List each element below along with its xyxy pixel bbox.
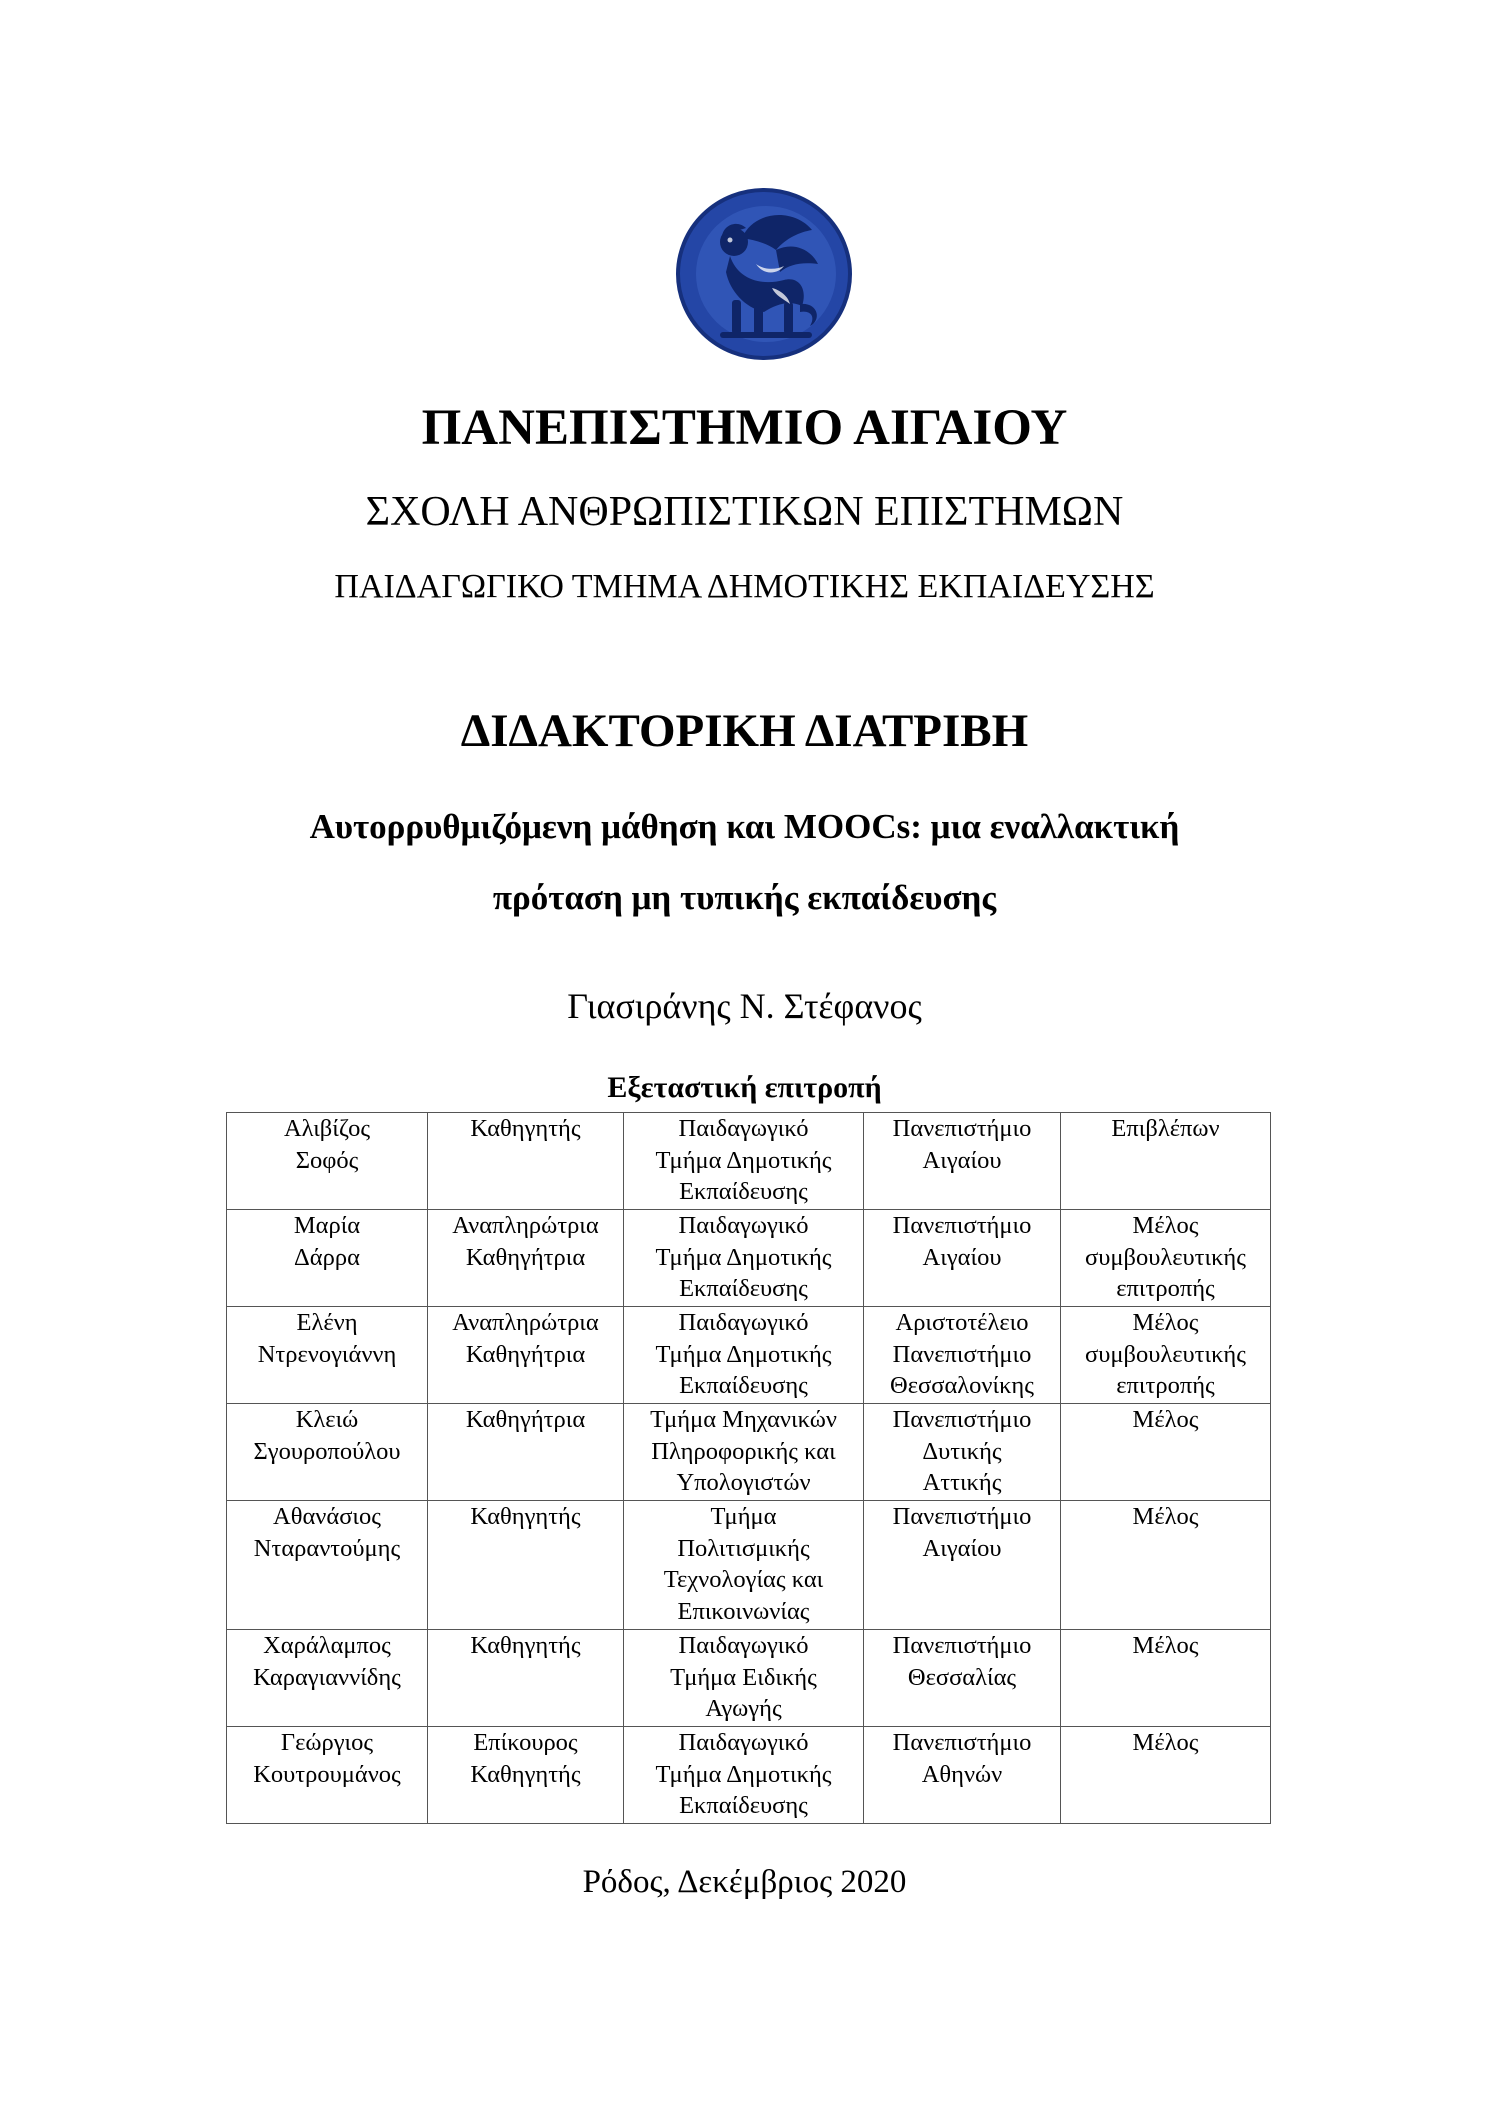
- member-role: Μέλος: [1061, 1404, 1271, 1501]
- member-role: Επιβλέπων: [1061, 1113, 1271, 1210]
- university-name: ΠΑΝΕΠΙΣΤΗΜΙΟ ΑΙΓΑΙΟΥ: [421, 400, 1068, 456]
- member-role: Μέλος: [1061, 1727, 1271, 1824]
- table-row: [227, 1307, 1271, 1404]
- member-role: Μέλος συμβουλευτικής επιτροπής: [1061, 1210, 1271, 1307]
- thesis-title-line-2: πρόταση μη τυπικής εκπαίδευσης: [492, 878, 997, 917]
- table-row: [227, 1210, 1271, 1307]
- member-rank: Καθηγητής: [428, 1501, 624, 1630]
- member-rank: Καθηγητής: [428, 1630, 624, 1727]
- member-name: Αθανάσιος Νταραντούμης: [227, 1501, 428, 1630]
- member-role: Μέλος: [1061, 1501, 1271, 1630]
- member-university: Πανεπιστήμιο Αιγαίου: [864, 1113, 1061, 1210]
- member-university: Πανεπιστήμιο Αθηνών: [864, 1727, 1061, 1824]
- author-name: Γιασιράνης Ν. Στέφανος: [567, 986, 922, 1026]
- member-department: Παιδαγωγικό Τμήμα Δημοτικής Εκπαίδευσης: [624, 1727, 864, 1824]
- committee-heading: Εξεταστική επιτροπή: [607, 1071, 882, 1104]
- member-name: Γεώργιος Κουτρουμάνος: [227, 1727, 428, 1824]
- member-rank: Επίκουρος Καθηγητής: [428, 1727, 624, 1824]
- member-role: Μέλος: [1061, 1630, 1271, 1727]
- member-department: Παιδαγωγικό Τμήμα Ειδικής Αγωγής: [624, 1630, 864, 1727]
- table-row: [227, 1404, 1271, 1501]
- member-rank: Καθηγητής: [428, 1113, 624, 1210]
- member-university: Πανεπιστήμιο Δυτικής Αττικής: [864, 1404, 1061, 1501]
- member-name: Κλειώ Σγουροπούλου: [227, 1404, 428, 1501]
- thesis-title-line-1: Αυτορρυθμιζόμενη μάθηση και MOOCs: μια εναλλακτική: [309, 807, 1180, 846]
- school-name: ΣΧΟΛΗ ΑΝΘΡΩΠΙΣΤΙΚΩΝ ΕΠΙΣΤΗΜΩΝ: [365, 489, 1124, 535]
- member-role: Μέλος συμβουλευτικής επιτροπής: [1061, 1307, 1271, 1404]
- university-seal-sphinx-icon: [672, 180, 856, 364]
- member-department: Παιδαγωγικό Τμήμα Δημοτικής Εκπαίδευσης: [624, 1307, 864, 1404]
- member-rank: Αναπληρώτρια Καθηγήτρια: [428, 1307, 624, 1404]
- member-department: Τμήμα Πολιτισμικής Τεχνολογίας και Επικοινωνίας: [624, 1501, 864, 1630]
- member-university: Πανεπιστήμιο Αιγαίου: [864, 1501, 1061, 1630]
- table-row: [227, 1727, 1271, 1824]
- table-row: [227, 1113, 1271, 1210]
- member-university: Αριστοτέλειο Πανεπιστήμιο Θεσσαλονίκης: [864, 1307, 1061, 1404]
- place-and-date: Ρόδος, Δεκέμβριος 2020: [582, 1864, 907, 1900]
- member-name: Χαράλαμπος Καραγιαννίδης: [227, 1630, 428, 1727]
- table-row: [227, 1501, 1271, 1630]
- department-name: ΠΑΙΔΑΓΩΓΙΚΟ ΤΜΗΜΑ ΔΗΜΟΤΙΚΗΣ ΕΚΠΑΙΔΕΥΣΗΣ: [334, 568, 1155, 605]
- member-name: Μαρία Δάρρα: [227, 1210, 428, 1307]
- member-university: Πανεπιστήμιο Αιγαίου: [864, 1210, 1061, 1307]
- committee-table: [226, 1112, 1271, 1824]
- table-row: [227, 1630, 1271, 1727]
- member-rank: Αναπληρώτρια Καθηγήτρια: [428, 1210, 624, 1307]
- member-name: Ελένη Ντρενογιάννη: [227, 1307, 428, 1404]
- member-department: Τμήμα Μηχανικών Πληροφορικής και Υπολογιστών: [624, 1404, 864, 1501]
- member-rank: Καθηγήτρια: [428, 1404, 624, 1501]
- member-university: Πανεπιστήμιο Θεσσαλίας: [864, 1630, 1061, 1727]
- member-department: Παιδαγωγικό Τμήμα Δημοτικής Εκπαίδευσης: [624, 1113, 864, 1210]
- member-name: Αλιβίζος Σοφός: [227, 1113, 428, 1210]
- document-type: ΔΙΔΑΚΤΟΡΙΚΗ ΔΙΑΤΡΙΒΗ: [460, 705, 1029, 757]
- member-department: Παιδαγωγικό Τμήμα Δημοτικής Εκπαίδευσης: [624, 1210, 864, 1307]
